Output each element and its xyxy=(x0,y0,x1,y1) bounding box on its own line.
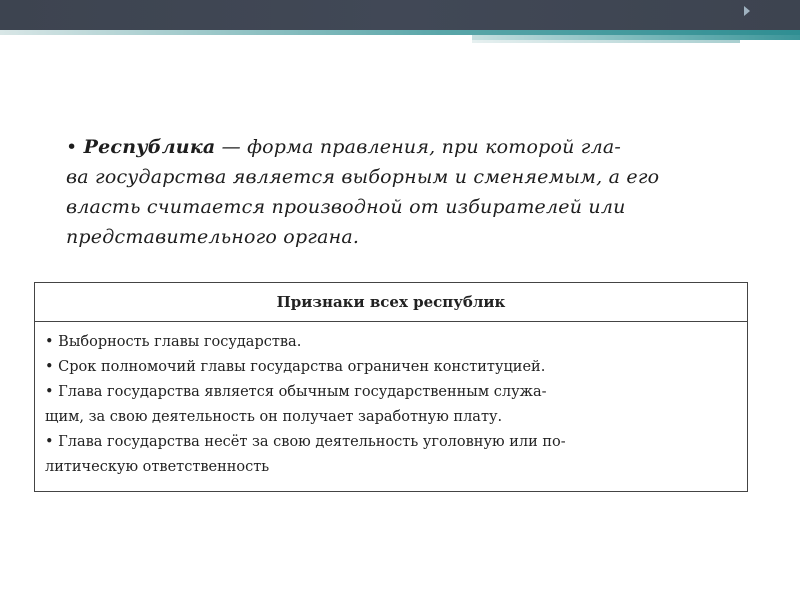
list-item: • Срок полномочий главы государства ограничен конституцией. xyxy=(45,359,546,375)
table-body xyxy=(35,322,747,480)
definition-line: ва государства является выборным и сменяемым, а его xyxy=(66,166,660,188)
definition-line-rest: — форма правления, при которой гла- xyxy=(215,136,622,158)
definition-line: представительного органа. xyxy=(66,226,360,248)
republic-signs-table xyxy=(34,282,748,492)
list-item: литическую ответственность xyxy=(45,459,270,475)
list-item: • Выборность главы государства. xyxy=(45,334,302,350)
header-accent-line-tertiary xyxy=(472,40,740,43)
list-item: щим, за свою деятельность он получает заработную плату. xyxy=(45,409,503,425)
table-header: Признаки всех республик xyxy=(35,283,747,322)
header-arrow-icon xyxy=(744,6,750,16)
definition-line: • Республика — форма правления, при которой гла- xyxy=(66,136,622,158)
definition-line: власть считается производной от избирателей или xyxy=(66,196,626,218)
definition-term: Республика xyxy=(83,136,216,158)
header-band xyxy=(0,0,800,30)
definition-paragraph xyxy=(66,132,752,252)
list-item: • Глава государства является обычным государственным служа- xyxy=(45,384,547,400)
list-item: • Глава государства несёт за свою деятельность уголовную или по- xyxy=(45,434,566,450)
